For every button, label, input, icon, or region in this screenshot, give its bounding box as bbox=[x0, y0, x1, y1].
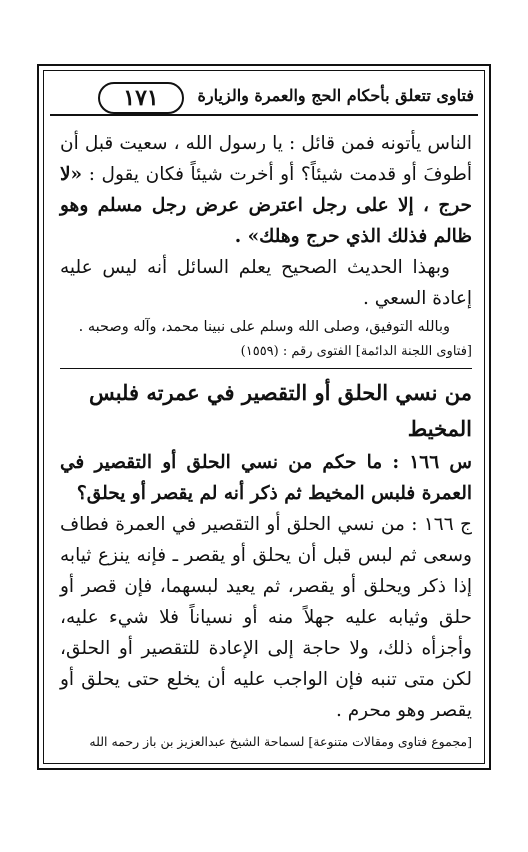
section-divider bbox=[60, 368, 472, 369]
source-reference: [مجموع فتاوى ومقالات متنوعة] لسماحة الشيخ عبدالعزيز بن باز رحمه الله bbox=[89, 734, 472, 749]
question-paragraph bbox=[60, 447, 472, 509]
paragraph-text: الناس يأتونه فمن قائل : يا رسول الله ، سعيت قبل أن أطوفَ أو قدمت شيئاً؟ أو أخرت شيئاً فكان يقول : bbox=[60, 133, 472, 185]
closing-line: وبالله التوفيق، وصلى الله وسلم على نبينا محمد، وآله وصحبه . bbox=[78, 319, 450, 335]
page-number: ١٧١ bbox=[98, 82, 184, 114]
paragraph-conclusion: وبهذا الحديث الصحيح يعلم السائل أنه ليس عليه إعادة السعي . bbox=[60, 257, 472, 309]
section-heading: من نسي الحلق أو التقصير في عمرته فلبس المخيط bbox=[88, 380, 472, 441]
paragraph-hadith bbox=[60, 128, 472, 252]
fatwa-reference: [فتاوى اللجنة الدائمة] الفتوى رقم : (١٥٥٩) bbox=[240, 344, 472, 359]
page-content bbox=[60, 128, 472, 752]
answer-label: ج ١٦٦ : bbox=[411, 514, 472, 535]
answer-paragraph bbox=[60, 509, 472, 726]
hadith-quote: «لا حرج ، إلا على رجل اعترض عرض رجل مسلم وهو ظالم فذلك الذي حرج وهلك» . bbox=[60, 164, 472, 247]
header-rule bbox=[50, 114, 478, 116]
answer-text: من نسي الحلق أو التقصير في العمرة فطاف وسعى ثم لبس قبل أن يحلق أو يقصر ـ فإنه ينزع ثيابه إذا ذكر ويحلق أو يقصر، ثم يعيد لبسهما، فإن قصر أو حلق وثيابه عليه جهلاً منه أو نسياناً فلا شيء عليه، وأجزأه ذلك، ولا حاجة إلى الإعادة للتقصير أو الحلق، لكن متى تنبه فإن الواجب عليه أن يخلع حتى يحلق أو يقصر وهو محرم . bbox=[60, 514, 472, 721]
question-text: ما حكم من نسي الحلق أو التقصير في العمرة فلبس المخيط ثم ذكر أنه لم يقصر أو يحلق؟ bbox=[60, 452, 472, 504]
page-header bbox=[50, 78, 478, 118]
running-title: فتاوى تتعلق بأحكام الحج والعمرة والزيارة bbox=[197, 86, 474, 105]
question-label: س ١٦٦ : bbox=[392, 452, 472, 473]
